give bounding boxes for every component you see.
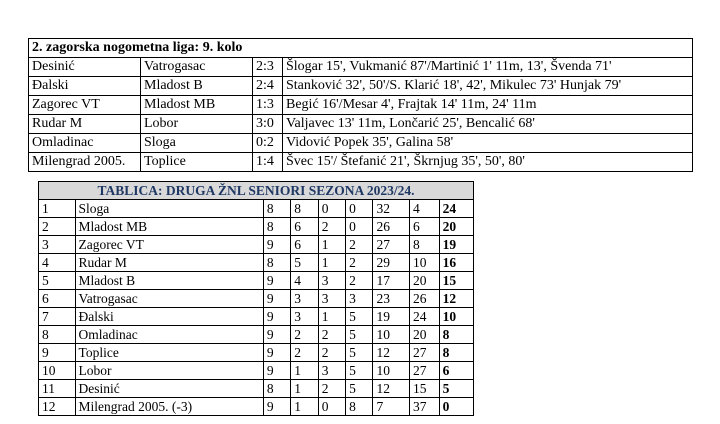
standing-lost: 5 — [346, 308, 373, 326]
standing-goals-against: 24 — [410, 308, 440, 326]
standing-played: 8 — [263, 380, 290, 398]
standing-played: 9 — [263, 272, 290, 290]
match-score: 0:2 — [253, 134, 283, 153]
match-away-team: Vatrogasac — [141, 58, 253, 77]
standing-points: 10 — [439, 308, 473, 326]
match-row — [29, 153, 693, 172]
match-score: 3:0 — [253, 115, 283, 134]
standing-won: 6 — [291, 218, 318, 236]
standing-lost: 5 — [346, 362, 373, 380]
standing-position: 12 — [39, 398, 76, 416]
standing-goals-for: 27 — [373, 236, 410, 254]
standing-row — [39, 380, 474, 398]
match-scorers: Šlogar 15', Vukmanić 87'/Martinić 1' 11m, 13', Švenda 71' — [283, 58, 693, 77]
standings-table — [38, 181, 474, 416]
standing-position: 3 — [39, 236, 76, 254]
standing-points: 5 — [439, 380, 473, 398]
standing-points: 12 — [439, 290, 473, 308]
standing-position: 1 — [39, 200, 76, 218]
match-score: 2:4 — [253, 77, 283, 96]
standing-team: Đalski — [75, 308, 263, 326]
standing-played: 9 — [263, 290, 290, 308]
standing-drawn: 3 — [318, 362, 345, 380]
standing-drawn: 2 — [318, 326, 345, 344]
standing-drawn: 0 — [318, 398, 345, 416]
standing-goals-for: 19 — [373, 308, 410, 326]
standing-played: 8 — [263, 254, 290, 272]
match-home-team: Omladinac — [29, 134, 141, 153]
match-away-team: Lobor — [141, 115, 253, 134]
match-home-team: Đalski — [29, 77, 141, 96]
standing-points: 8 — [439, 344, 473, 362]
standing-row — [39, 290, 474, 308]
standings-title-row — [39, 182, 474, 200]
standing-won: 8 — [291, 200, 318, 218]
standing-points: 0 — [439, 398, 473, 416]
standing-row — [39, 272, 474, 290]
standing-points: 19 — [439, 236, 473, 254]
standing-row — [39, 326, 474, 344]
standing-row — [39, 398, 474, 416]
standing-goals-against: 27 — [410, 362, 440, 380]
standing-won: 3 — [291, 290, 318, 308]
standing-played: 9 — [263, 308, 290, 326]
standing-row — [39, 362, 474, 380]
standing-played: 9 — [263, 398, 290, 416]
standing-lost: 2 — [346, 272, 373, 290]
standing-position: 6 — [39, 290, 76, 308]
match-scorers: Valjavec 13' 11m, Lončarić 25', Bencalić 68' — [283, 115, 693, 134]
match-row — [29, 96, 693, 115]
standing-goals-for: 26 — [373, 218, 410, 236]
standing-lost: 2 — [346, 236, 373, 254]
standing-position: 8 — [39, 326, 76, 344]
standing-goals-against: 8 — [410, 236, 440, 254]
standing-drawn: 2 — [318, 344, 345, 362]
results-table — [28, 38, 693, 172]
match-home-team: Desinić — [29, 58, 141, 77]
standing-goals-for: 17 — [373, 272, 410, 290]
standing-played: 9 — [263, 344, 290, 362]
standing-goals-against: 37 — [410, 398, 440, 416]
match-home-team: Zagorec VT — [29, 96, 141, 115]
standing-position: 11 — [39, 380, 76, 398]
results-title: 2. zagorska nogometna liga: 9. kolo — [29, 39, 693, 58]
standing-row — [39, 236, 474, 254]
standing-goals-for: 10 — [373, 362, 410, 380]
standing-won: 2 — [291, 344, 318, 362]
standing-lost: 0 — [346, 218, 373, 236]
standing-drawn: 1 — [318, 308, 345, 326]
standing-goals-against: 4 — [410, 200, 440, 218]
standing-goals-against: 26 — [410, 290, 440, 308]
match-scorers: Švec 15'/ Štefanić 21', Škrnjug 35', 50', 80' — [283, 153, 693, 172]
match-away-team: Mladost MB — [141, 96, 253, 115]
standing-team: Omladinac — [75, 326, 263, 344]
match-away-team: Toplice — [141, 153, 253, 172]
standing-goals-against: 20 — [410, 272, 440, 290]
match-row — [29, 115, 693, 134]
match-row — [29, 134, 693, 153]
standing-goals-for: 10 — [373, 326, 410, 344]
standing-team: Lobor — [75, 362, 263, 380]
standing-goals-against: 6 — [410, 218, 440, 236]
match-row — [29, 58, 693, 77]
standing-won: 5 — [291, 254, 318, 272]
standing-row — [39, 254, 474, 272]
standing-lost: 5 — [346, 326, 373, 344]
standing-lost: 8 — [346, 398, 373, 416]
standing-position: 4 — [39, 254, 76, 272]
match-score: 1:3 — [253, 96, 283, 115]
match-score: 1:4 — [253, 153, 283, 172]
match-scorers: Begić 16'/Mesar 4', Frajtak 14' 11m, 24' 11m — [283, 96, 693, 115]
standing-drawn: 3 — [318, 290, 345, 308]
standing-position: 7 — [39, 308, 76, 326]
standing-won: 6 — [291, 236, 318, 254]
standing-played: 9 — [263, 236, 290, 254]
standing-team: Mladost MB — [75, 218, 263, 236]
standing-points: 20 — [439, 218, 473, 236]
match-away-team: Sloga — [141, 134, 253, 153]
standing-points: 24 — [439, 200, 473, 218]
standing-row — [39, 308, 474, 326]
standing-won: 1 — [291, 398, 318, 416]
match-scorers: Vidović Popek 35', Galina 58' — [283, 134, 693, 153]
standings-title: TABLICA: DRUGA ŽNL SENIORI SEZONA 2023/24. — [39, 182, 474, 200]
standing-team: Desinić — [75, 380, 263, 398]
standing-team: Mladost B — [75, 272, 263, 290]
standing-goals-against: 10 — [410, 254, 440, 272]
standing-team: Toplice — [75, 344, 263, 362]
standing-lost: 5 — [346, 344, 373, 362]
match-score: 2:3 — [253, 58, 283, 77]
standing-won: 2 — [291, 326, 318, 344]
standing-team: Rudar M — [75, 254, 263, 272]
standing-points: 16 — [439, 254, 473, 272]
standing-drawn: 2 — [318, 380, 345, 398]
standing-team: Milengrad 2005. (-3) — [75, 398, 263, 416]
standing-position: 10 — [39, 362, 76, 380]
standing-team: Zagorec VT — [75, 236, 263, 254]
standing-drawn: 1 — [318, 254, 345, 272]
standing-goals-against: 15 — [410, 380, 440, 398]
standing-goals-for: 12 — [373, 344, 410, 362]
standing-goals-for: 7 — [373, 398, 410, 416]
standing-drawn: 2 — [318, 218, 345, 236]
standing-goals-for: 12 — [373, 380, 410, 398]
standing-won: 4 — [291, 272, 318, 290]
standing-team: Sloga — [75, 200, 263, 218]
standing-points: 6 — [439, 362, 473, 380]
match-row — [29, 77, 693, 96]
standing-won: 3 — [291, 308, 318, 326]
match-home-team: Rudar M — [29, 115, 141, 134]
match-scorers: Stanković 32', 50'/S. Klarić 18', 42', Mikulec 73' Hunjak 79' — [283, 77, 693, 96]
standing-goals-against: 27 — [410, 344, 440, 362]
standing-lost: 2 — [346, 254, 373, 272]
standing-played: 8 — [263, 200, 290, 218]
standing-row — [39, 344, 474, 362]
standing-lost: 0 — [346, 200, 373, 218]
standing-row — [39, 218, 474, 236]
standing-goals-against: 20 — [410, 326, 440, 344]
standing-played: 9 — [263, 326, 290, 344]
standing-won: 1 — [291, 380, 318, 398]
standing-drawn: 3 — [318, 272, 345, 290]
results-title-row — [29, 39, 693, 58]
standing-lost: 5 — [346, 380, 373, 398]
standing-played: 8 — [263, 218, 290, 236]
standing-drawn: 1 — [318, 236, 345, 254]
standing-lost: 3 — [346, 290, 373, 308]
standing-played: 9 — [263, 362, 290, 380]
standing-position: 2 — [39, 218, 76, 236]
standing-row — [39, 200, 474, 218]
standing-points: 8 — [439, 326, 473, 344]
standing-won: 1 — [291, 362, 318, 380]
standing-points: 15 — [439, 272, 473, 290]
standing-goals-for: 29 — [373, 254, 410, 272]
standing-position: 5 — [39, 272, 76, 290]
standing-goals-for: 32 — [373, 200, 410, 218]
standing-drawn: 0 — [318, 200, 345, 218]
standing-position: 9 — [39, 344, 76, 362]
standing-team: Vatrogasac — [75, 290, 263, 308]
match-away-team: Mladost B — [141, 77, 253, 96]
standing-goals-for: 23 — [373, 290, 410, 308]
match-home-team: Milengrad 2005. — [29, 153, 141, 172]
